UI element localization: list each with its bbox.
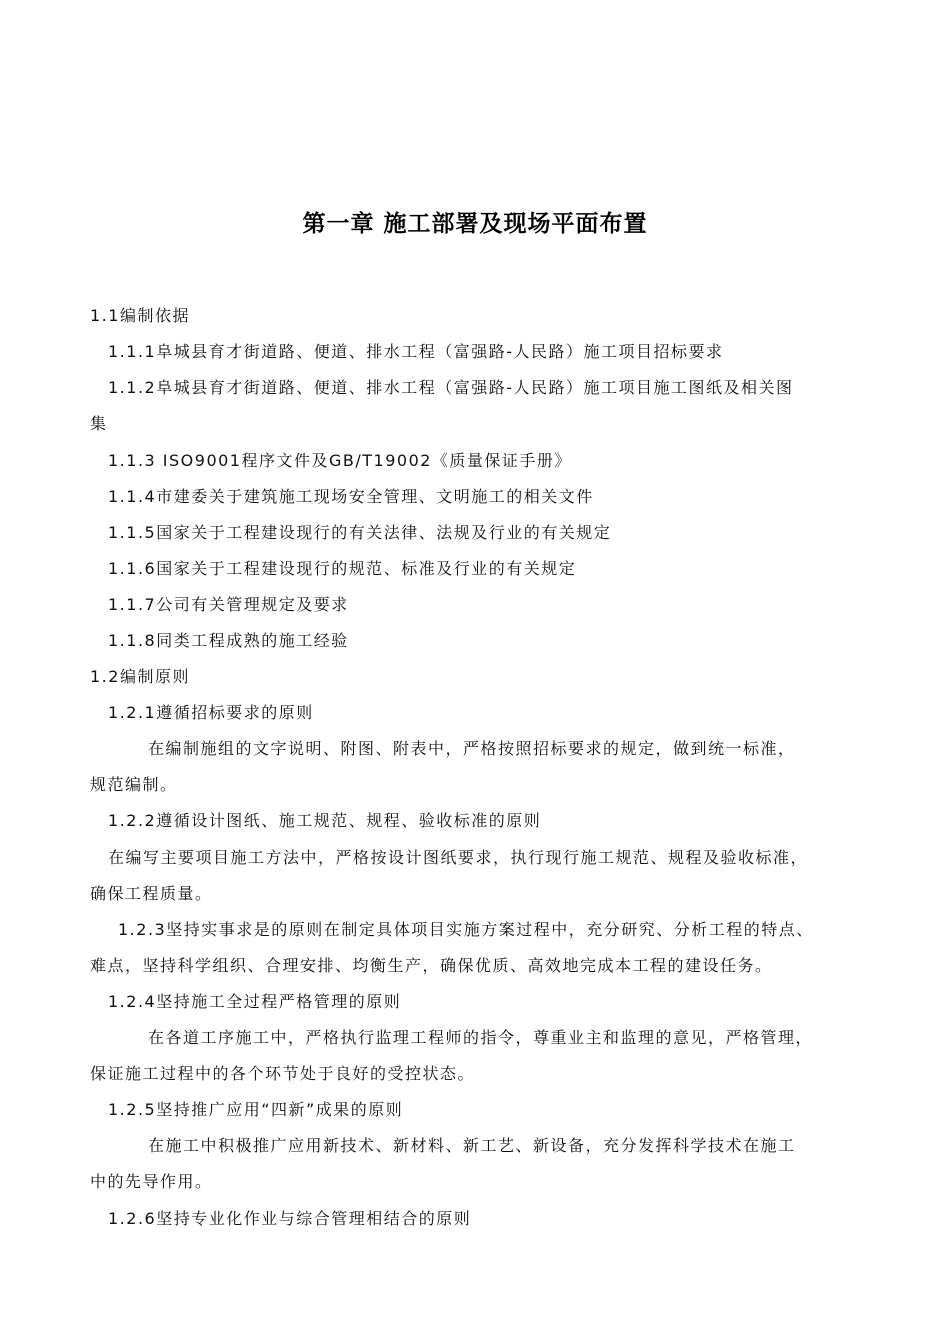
paragraph-line: 在编写主要项目施工方法中，严格按设计图纸要求，执行现行施工规范、规程及验收标准， bbox=[108, 848, 809, 867]
section-heading: 1.1编制依据 bbox=[90, 306, 190, 325]
paragraph-line: 在各道工序施工中，严格执行监理工程师的指令，尊重业主和监理的意见，严格管理， bbox=[148, 1028, 814, 1047]
paragraph-line: 在施工中积极推广应用新技术、新材料、新工艺、新设备，充分发挥科学技术在施工 bbox=[148, 1136, 796, 1155]
list-item: 1.1.5国家关于工程建设现行的有关法律、法规及行业的有关规定 bbox=[108, 523, 612, 542]
subsection-heading: 1.2.3坚持实事求是的原则在制定具体项目实施方案过程中，充分研究、分析工程的特点、 bbox=[118, 920, 814, 939]
paragraph-line: 中的先导作用。 bbox=[90, 1172, 213, 1191]
list-item: 1.1.8同类工程成熟的施工经验 bbox=[108, 631, 349, 650]
list-item: 1.1.1阜城县育才街道路、便道、排水工程（富强路-人民路）施工项目招标要求 bbox=[108, 342, 724, 361]
paragraph-line: 在编制施组的文字说明、附图、附表中，严格按照招标要求的规定，做到统一标准， bbox=[148, 739, 796, 758]
subsection-heading: 1.2.5坚持推广应用“四新”成果的原则 bbox=[108, 1100, 404, 1119]
list-item-continuation: 集 bbox=[90, 414, 108, 433]
section-heading: 1.2编制原则 bbox=[90, 667, 190, 686]
paragraph-line: 规范编制。 bbox=[90, 775, 178, 794]
subsection-heading: 1.2.2遵循设计图纸、施工规范、规程、验收标准的原则 bbox=[108, 811, 542, 830]
paragraph-line: 保证施工过程中的各个环节处于良好的受控状态。 bbox=[90, 1064, 476, 1083]
list-item: 1.1.4市建委关于建筑施工现场安全管理、文明施工的相关文件 bbox=[108, 487, 594, 506]
subsection-heading: 1.2.4坚持施工全过程严格管理的原则 bbox=[108, 992, 402, 1011]
paragraph-line: 难点，坚持科学组织、合理安排、均衡生产，确保优质、高效地完成本工程的建设任务。 bbox=[90, 956, 773, 975]
paragraph-line: 确保工程质量。 bbox=[90, 884, 213, 903]
subsection-heading: 1.2.6坚持专业化作业与综合管理相结合的原则 bbox=[108, 1209, 472, 1228]
list-item: 1.1.2阜城县育才街道路、便道、排水工程（富强路-人民路）施工项目施工图纸及相关图 bbox=[108, 378, 794, 397]
chapter-title: 第一章 施工部署及现场平面布置 bbox=[302, 210, 648, 237]
subsection-heading: 1.2.1遵循招标要求的原则 bbox=[108, 703, 314, 722]
list-item: 1.1.7公司有关管理规定及要求 bbox=[108, 595, 349, 614]
list-item: 1.1.3 ISO9001程序文件及GB/T19002《质量保证手册》 bbox=[108, 451, 572, 470]
list-item: 1.1.6国家关于工程建设现行的规范、标准及行业的有关规定 bbox=[108, 559, 577, 578]
